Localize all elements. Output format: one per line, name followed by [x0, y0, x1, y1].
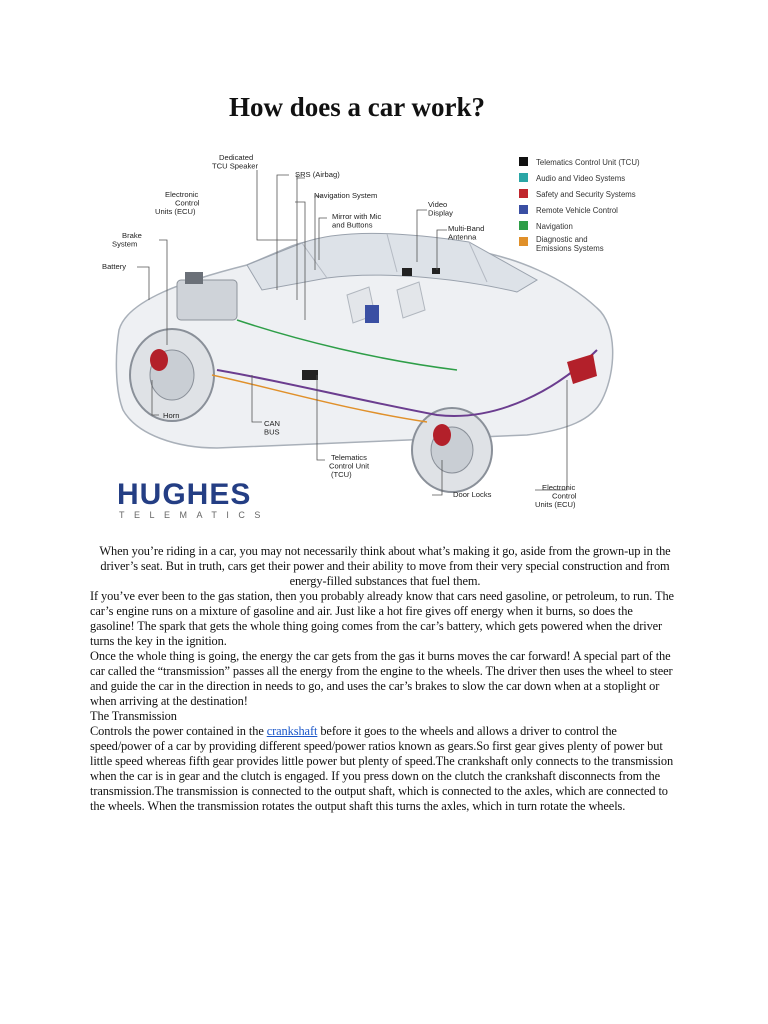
article-body — [90, 589, 680, 814]
legend-remote: Remote Vehicle Control — [536, 206, 618, 215]
label-brake-2: System — [112, 239, 138, 249]
legend-swatch-audio — [519, 173, 528, 182]
section-heading-transmission: The Transmission — [90, 709, 177, 723]
label-navigation-system: Navigation System — [314, 191, 378, 200]
paragraph-transmission-start: Controls the power contained in the — [90, 724, 267, 738]
label-ecu-front-1: Electronic — [165, 190, 199, 199]
label-ecu-rear-3: Units (ECU) — [535, 500, 576, 509]
page-title: How does a car work? — [229, 92, 485, 122]
label-mirror-2: and Buttons — [332, 220, 373, 230]
paragraph-transmission — [90, 724, 680, 814]
legend-audio: Audio and Video Systems — [536, 174, 626, 183]
label-door-locks: Door Locks — [453, 490, 492, 499]
label-ecu-rear-2: Control — [552, 491, 577, 501]
label-tcu-3: (TCU) — [331, 470, 352, 479]
legend-diagnostic-1: Diagnostic and — [536, 235, 588, 244]
svg-text:Diagnostic andEmissions System — [536, 235, 604, 253]
label-video-display-1: Video — [428, 200, 448, 209]
legend-swatch-safety — [519, 189, 528, 198]
legend-swatch-navigation — [519, 221, 528, 230]
front-wheel — [130, 329, 214, 421]
label-tcu-1: Telematics — [331, 453, 367, 462]
paragraph-transmission-end: before it goes to the wheels and allows a driver to control the speed/power of a car by providing different speed/power ratios known as gears.So first gear gives plenty of power but little speed whereas fifth gear provides little power but plenty of speed.The crankshaft only connects to the transmission when the car is in gear and the clutch is engaged. If you press down on the clutch the crankshaft disconnects from the transmission.The transmission is connected to the output shaft, which is connected to the axles, which are connected to the wheels. When the transmission rotates the output shaft this turns the axles, which in turn rotate the wheels. — [90, 724, 674, 813]
legend-tcu: Telematics Control Unit (TCU) — [536, 158, 640, 167]
label-horn: Horn — [163, 411, 180, 420]
legend-swatch-tcu — [519, 157, 528, 166]
svg-text:TelematicsControl Unit(TCU) — [329, 453, 370, 479]
legend-swatch-remote — [519, 205, 528, 214]
crankshaft-link[interactable]: crankshaft — [266, 724, 318, 738]
label-ecu-front-2: Control — [175, 198, 200, 208]
diagram-legend — [519, 157, 640, 253]
legend-safety: Safety and Security Systems — [536, 190, 636, 199]
svg-text:ElectronicControlUnits (ECU) — [535, 483, 577, 509]
label-mirror-1: Mirror with Mic — [332, 212, 382, 221]
svg-text:VideoDisplay — [428, 200, 453, 218]
paragraph-transmission-intro: Once the whole thing is going, the energy the car gets from the gas it burns moves the car forward! A special part of the car called the “transmission” passes all the energy from the engine to the wheels. The driver then uses the wheel to steer and guide the car in the direction in needs to go, and uses the car’s brakes to slow the car down when at a stoplight or when arriving at the destination! — [90, 649, 673, 708]
rear-wheel — [412, 408, 492, 492]
label-video-display-2: Display — [428, 208, 453, 218]
hughes-telematics-logo — [117, 478, 270, 520]
svg-text:DedicatedTCU Speaker — [212, 153, 258, 171]
label-can-bus-1: CAN — [264, 419, 281, 428]
paragraph-gasoline: If you’ve ever been to the gas station, then you probably already know that cars need gasoline, or petroleum, to run. The car’s engine runs on a mixture of gasoline and air. Just like a hot fire gives off energy when it burns, so does the gasoline! The spark that gets the whole thing going comes from the car’s battery, which gets powered when the driver turns the key in the ignition. — [90, 589, 674, 648]
label-brake-1: Brake — [122, 231, 142, 240]
label-tcu-2: Control Unit — [329, 461, 370, 471]
legend-diagnostic-2: Emissions Systems — [536, 244, 604, 253]
svg-text:ElectronicControlUnits (ECU) — [155, 190, 200, 216]
label-ecu-front-3: Units (ECU) — [155, 207, 196, 216]
label-antenna-1: Multi-Band — [448, 224, 485, 233]
label-battery: Battery — [102, 262, 127, 271]
legend-swatch-diagnostic — [519, 237, 528, 246]
svg-text:CANBUS — [264, 419, 280, 437]
label-ecu-rear-1: Electronic — [542, 483, 576, 492]
label-tcu-speaker-2: TCU Speaker — [212, 161, 259, 171]
svg-text:Multi-BandAntenna — [448, 224, 484, 242]
brand-name: HUGHES — [117, 478, 252, 511]
intro-paragraph: When you’re riding in a car, you may not necessarily think about what’s making it go, aside from the grown-up in the driver’s seat. But in truth, cars get their power and their ability to move from their very special construction and from energy-filled substances that fuel them. — [99, 544, 671, 588]
car-telematics-diagram — [97, 130, 672, 540]
legend-navigation: Navigation — [536, 222, 573, 231]
label-tcu-speaker-1: Dedicated — [219, 153, 254, 162]
svg-text:Mirror with Micand Buttons — [332, 212, 382, 230]
label-antenna-2: Antenna — [448, 232, 477, 242]
label-srs-airbag: SRS (Airbag) — [295, 170, 340, 179]
label-can-bus-2: BUS — [264, 427, 280, 437]
brand-sub: TELEMATICS — [119, 510, 270, 520]
svg-text:BrakeSystem — [112, 231, 142, 249]
